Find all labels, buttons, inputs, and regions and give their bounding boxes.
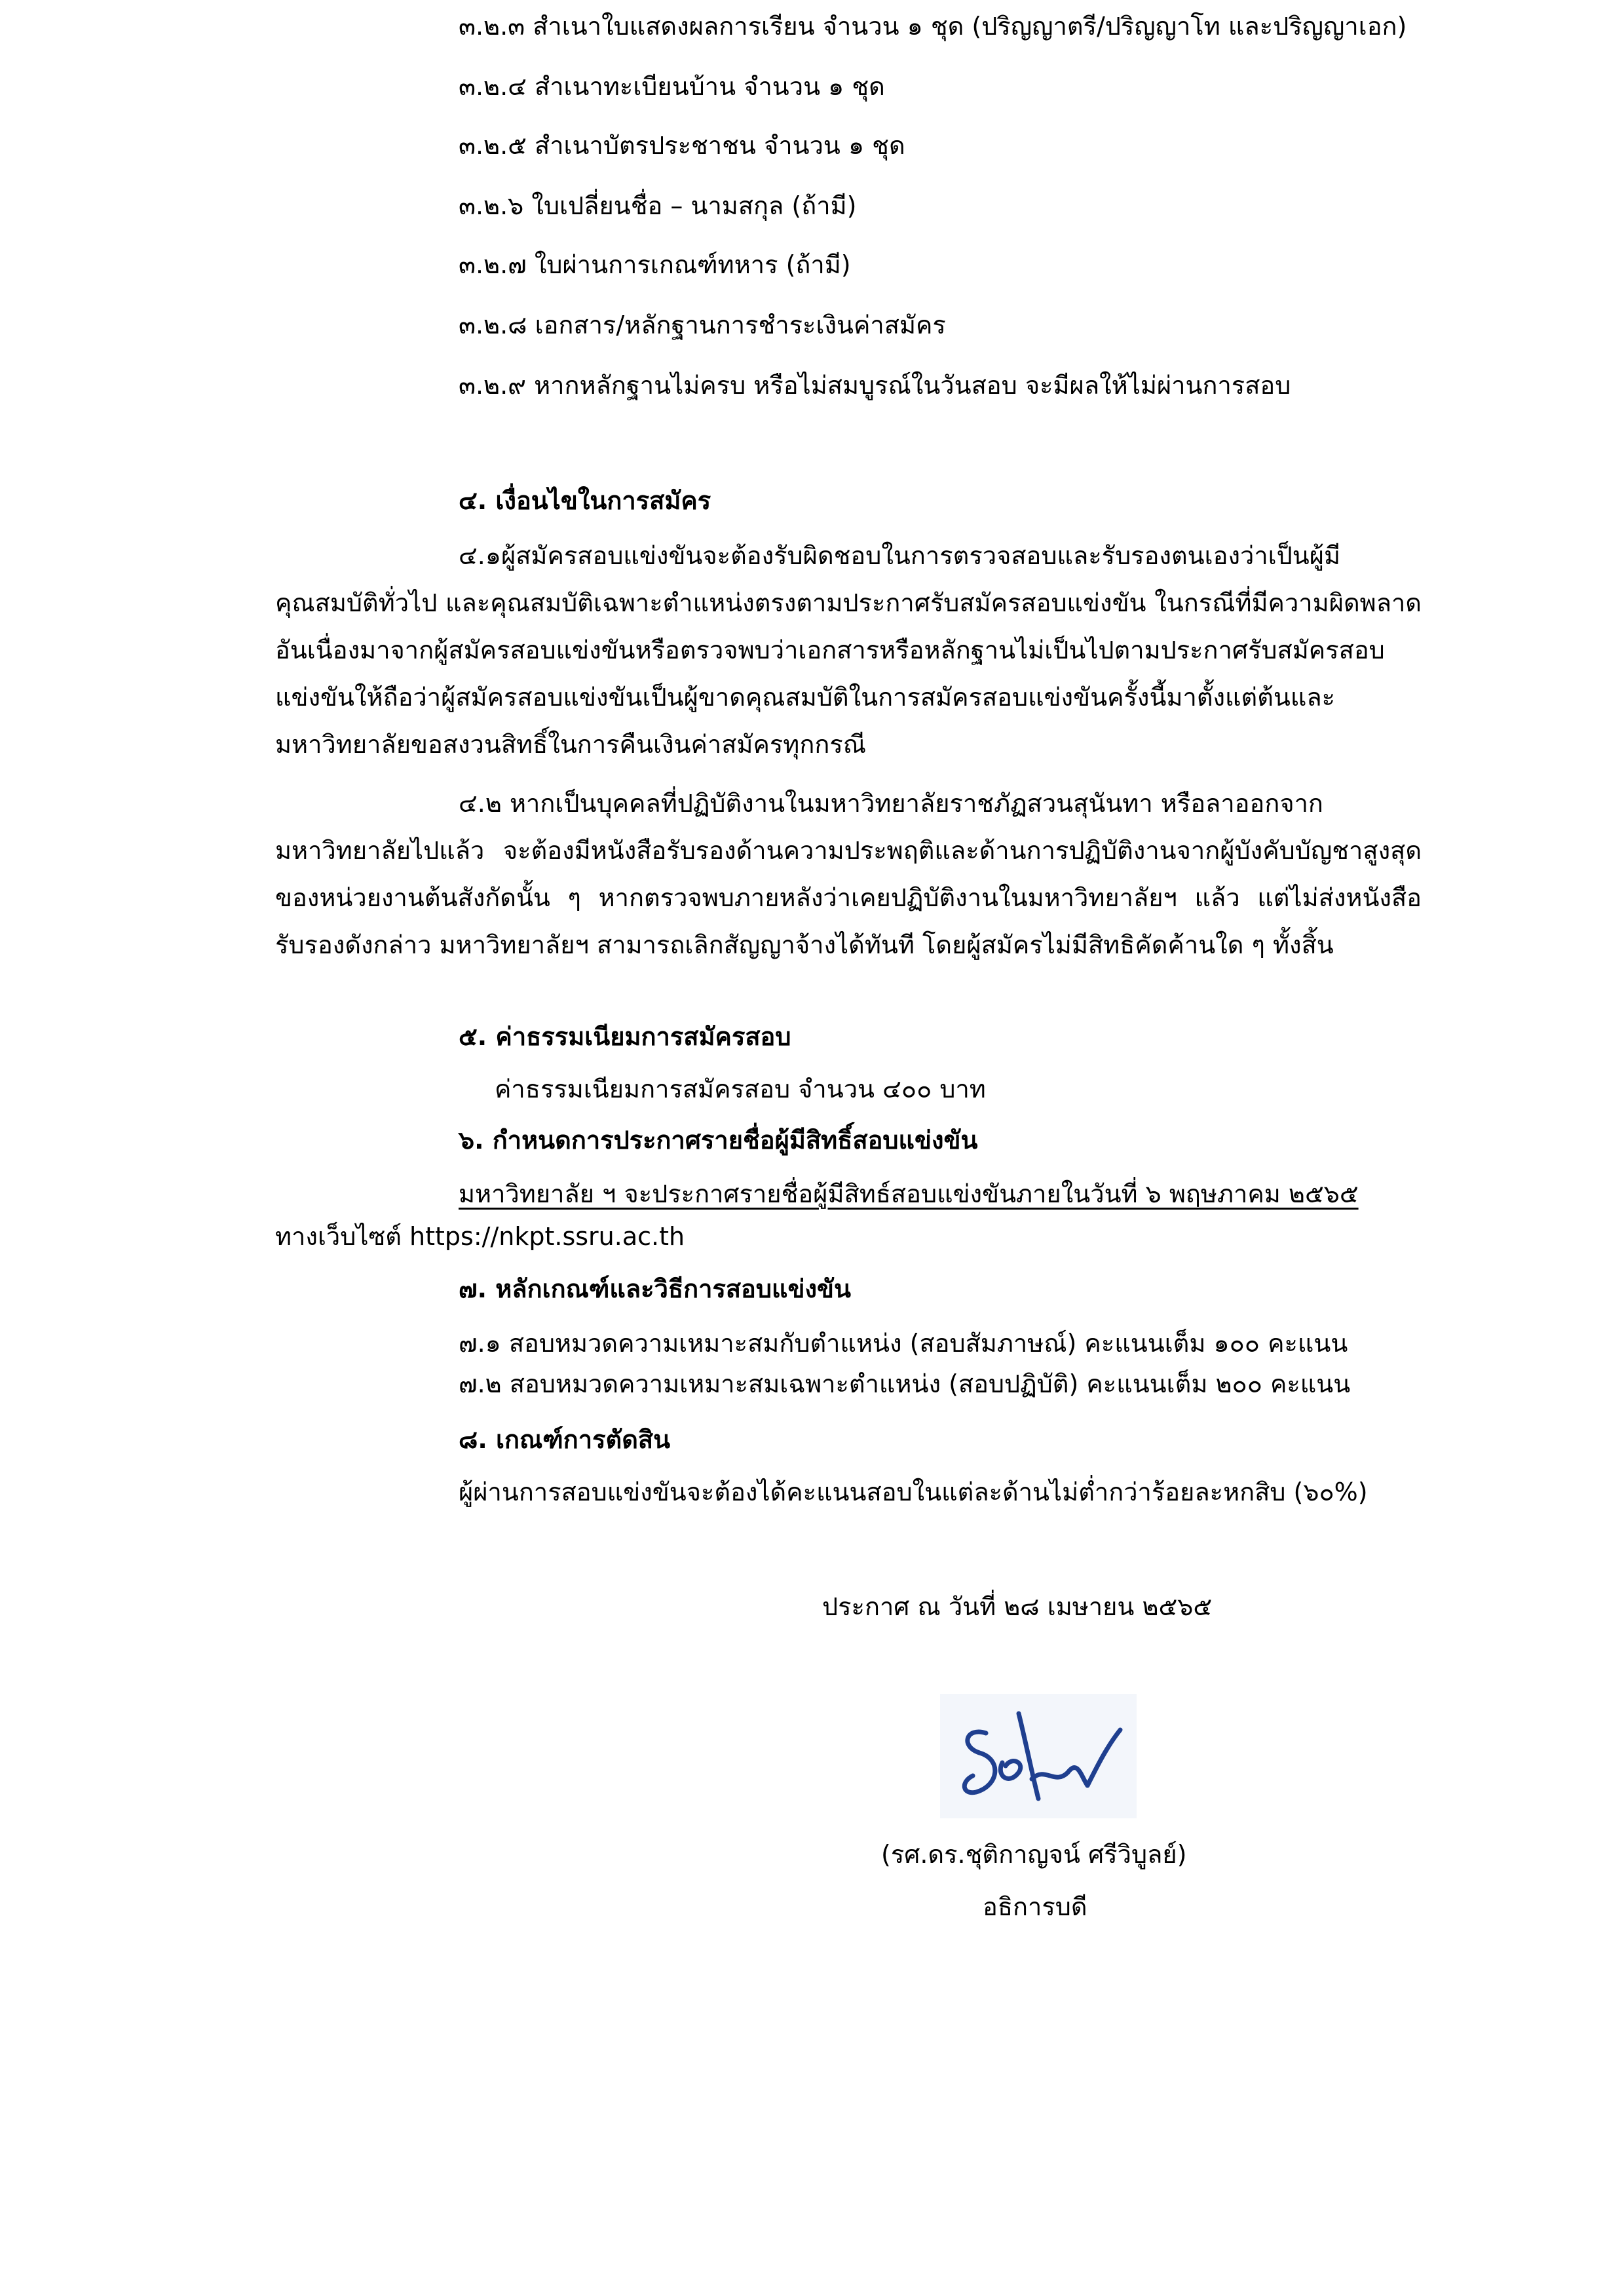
item-3-2-9: ๓.๒.๙ หากหลักฐานไม่ครบ หรือไม่สมบูรณ์ในวันสอบ จะมีผลให้ไม่ผ่านการสอบ	[459, 371, 1291, 400]
section-8-heading: ๘. เกณฑ์การตัดสิน	[459, 1425, 671, 1454]
signature-image	[940, 1694, 1137, 1818]
item-3-2-3: ๓.๒.๓ สำเนาใบแสดงผลการเรียน จำนวน ๑ ชุด (ปริญญาตรี/ปริญญาโท และปริญญาเอก)	[459, 12, 1407, 41]
section-6-announcement: มหาวิทยาลัย ฯ จะประกาศรายชื่อผู้มีสิทธ์สอบแข่งขันภายในวันที่ ๖ พฤษภาคม ๒๕๖๕	[459, 1179, 1359, 1208]
section-4-paragraph-2	[275, 780, 1422, 968]
paragraph-line: คุณสมบัติทั่วไป และคุณสมบัติเฉพาะตำแหน่งตรงตามประกาศรับสมัครสอบแข่งขัน ในกรณีที่มีความผิดพลาด	[275, 588, 1422, 617]
paragraph-line: ของหน่วยงานต้นสังกัดนั้น ๆ หากตรวจพบภายหลังว่าเคยปฏิบัติงานในมหาวิทยาลัยฯ แล้ว แต่ไม่ส่งหนังสือ	[275, 883, 1422, 912]
item-3-2-7: ๓.๒.๗ ใบผ่านการเกณฑ์ทหาร (ถ้ามี)	[459, 250, 851, 279]
section-4-paragraph-1	[275, 532, 1422, 768]
paragraph-line: ๔.๒ หากเป็นบุคคลที่ปฏิบัติงานในมหาวิทยาลัยราชภัฏสวนสุนันทา หรือลาออกจาก	[459, 789, 1323, 818]
item-7-2: ๗.๒ สอบหมวดความเหมาะสมเฉพาะตำแหน่ง (สอบปฏิบัติ) คะแนนเต็ม ๒๐๐ คะแนน	[459, 1369, 1351, 1398]
item-3-2-6: ๓.๒.๖ ใบเปลี่ยนชื่อ – นามสกุล (ถ้ามี)	[459, 191, 857, 220]
paragraph-line: อันเนื่องมาจากผู้สมัครสอบแข่งขันหรือตรวจพบว่าเอกสารหรือหลักฐานไม่เป็นไปตามประกาศรับสมัครสอบ	[275, 636, 1385, 664]
section-6-heading: ๖. กำหนดการประกาศรายชื่อผู้มีสิทธิ์สอบแข่งขัน	[459, 1126, 978, 1155]
paragraph-line: ๔.๑ผู้สมัครสอบแข่งขันจะต้องรับผิดชอบในการตรวจสอบและรับรองตนเองว่าเป็นผู้มี	[459, 541, 1341, 570]
signatory-name: (รศ.ดร.ชุติกาญจน์ ศรีวิบูลย์)	[881, 1840, 1187, 1869]
section-4-heading: ๔. เงื่อนไขในการสมัคร	[459, 486, 711, 515]
item-3-2-8: ๓.๒.๘ เอกสาร/หลักฐานการชำระเงินค่าสมัคร	[459, 311, 946, 339]
section-7-heading: ๗. หลักเกณฑ์และวิธีการสอบแข่งขัน	[459, 1274, 851, 1303]
paragraph-line: แข่งขันให้ถือว่าผู้สมัครสอบแข่งขันเป็นผู้ขาดคุณสมบัติในการสมัครสอบแข่งขันครั้งนี้มาตั้งแต่ต้นและ	[275, 683, 1336, 712]
item-3-2-5: ๓.๒.๕ สำเนาบัตรประชาชน จำนวน ๑ ชุด	[459, 131, 905, 160]
signatory-title: อธิการบดี	[983, 1892, 1087, 1921]
section-6-website: ทางเว็บไซต์ https://nkpt.ssru.ac.th	[275, 1222, 685, 1251]
item-7-1: ๗.๑ สอบหมวดความเหมาะสมกับตำแหน่ง (สอบสัมภาษณ์) คะแนนเต็ม ๑๐๐ คะแนน	[459, 1329, 1348, 1358]
item-3-2-4: ๓.๒.๔ สำเนาทะเบียนบ้าน จำนวน ๑ ชุด	[459, 72, 885, 101]
section-5-heading: ๕. ค่าธรรมเนียมการสมัครสอบ	[459, 1022, 791, 1051]
announcement-date: ประกาศ ณ วันที่ ๒๘ เมษายน ๒๕๖๕	[822, 1592, 1213, 1621]
paragraph-line: มหาวิทยาลัยไปแล้ว จะต้องมีหนังสือรับรองด้านความประพฤติและด้านการปฏิบัติงานจากผู้บังคับบัญชาสูงสุด	[275, 836, 1422, 865]
section-5-text: ค่าธรรมเนียมการสมัครสอบ จำนวน ๔๐๐ บาท	[495, 1075, 986, 1103]
paragraph-line: มหาวิทยาลัยขอสงวนสิทธิ์ในการคืนเงินค่าสมัครทุกกรณี	[275, 730, 867, 759]
paragraph-line: รับรองดังกล่าว มหาวิทยาลัยฯ สามารถเลิกสัญญาจ้างได้ทันที โดยผู้สมัครไม่มีสิทธิคัดค้านใด ๆ ทั้งสิ้น	[275, 930, 1334, 959]
section-8-text: ผู้ผ่านการสอบแข่งขันจะต้องได้คะแนนสอบในแต่ละด้านไม่ต่ำกว่าร้อยละหกสิบ (๖๐%)	[459, 1478, 1368, 1506]
